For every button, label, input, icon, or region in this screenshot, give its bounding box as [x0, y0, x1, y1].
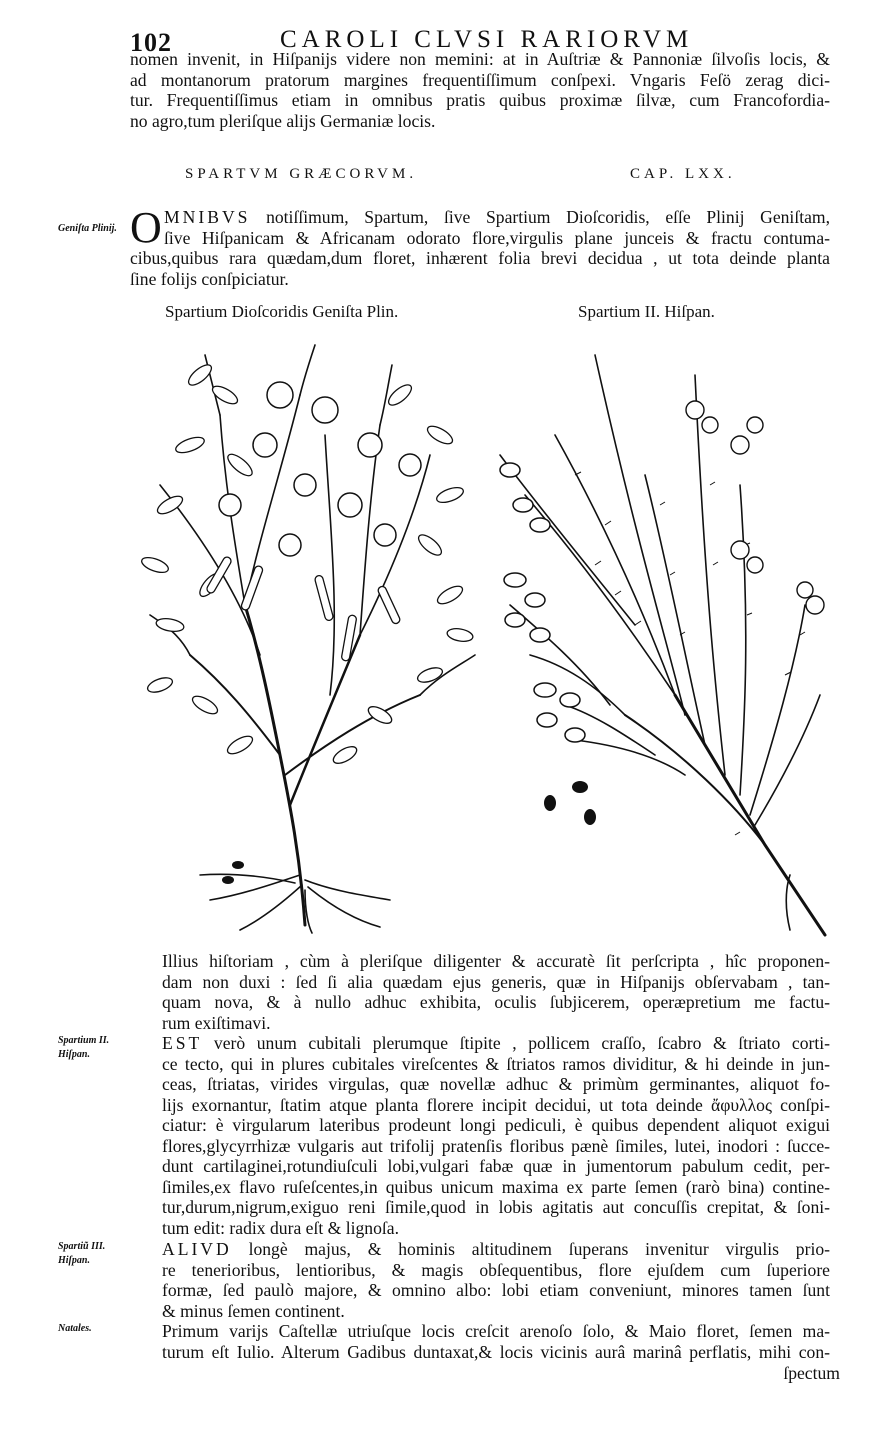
text-line: rum exiſtimavi. — [162, 1012, 271, 1033]
text-line: ſive Hiſpanicam & Africanam odorato flore,virgulis plane junceis & fractu contuma- — [164, 227, 830, 248]
text-line: dunt cartilaginei,rotundiuſculi lobi,vulgari fabæ quæ in jumentorum pabulum cedit, per- — [162, 1156, 830, 1176]
woodcut-genista-illustration — [130, 335, 480, 935]
intro-paragraph — [130, 49, 830, 131]
chapter-opening — [130, 203, 830, 289]
catchword: ſpectum — [783, 1363, 840, 1383]
chapter-title: SPARTVM GRÆCORVM. — [185, 166, 418, 182]
body-paragraph-3 — [162, 1239, 830, 1321]
text-line: nomen invenit, in Hiſpanijs videre non memini: at in Auſtriæ & Pannoniæ ſilvoſis locis, & — [130, 49, 830, 69]
text-line: tur,durum,nigrum,exiguo reni ſimile,quod in lobis agitatis aut concuſſis crepitat, & ſoni- — [162, 1197, 830, 1217]
text-line — [162, 1239, 830, 1260]
lead-word: MNIBVS — [164, 207, 251, 227]
text-line: ciatur: è virgularum lateribus prodeunt longi pediculi, è quibus dependent aliquot exigui — [162, 1115, 830, 1135]
text-line: & minus ſemen continent. — [162, 1300, 345, 1321]
text-line: quam nova, & à nullo adhuc exhibita, oculis ſubjicerem, operæpretium me factu- — [162, 992, 830, 1012]
body-paragraph-1 — [162, 951, 830, 1033]
margin-note-natales: Natales. — [58, 1323, 92, 1334]
text-line: ſimiles,ex flavo ruſeſcentes,in quibus unicum maxima ex parte ſemen (rarò bina) contine- — [162, 1176, 830, 1197]
lead-word: ALIVD — [162, 1239, 232, 1259]
text-line: formæ, ſed paulò majore, & omnino albo: lobi etiam conveniunt, minores tamen ſunt — [162, 1280, 830, 1300]
text-line: ceas, ſtriatas, virides virgulas, quæ novellæ adhuc & primùm germinantes, aliquot fo- — [162, 1074, 830, 1094]
text-line: re tenerioribus, lentioribus, & magis obſequentibus, flore ejuſdem cum ſuperiore — [162, 1259, 830, 1280]
figure-caption-left: Spartium Dioſcoridis Geniſta Plin. — [165, 302, 399, 321]
chapter-number: CAP. LXX. — [630, 166, 736, 182]
text-line: dam non duxi : ſed ſi alia quædam ejus generis, quæ in Hiſpanijs obſervabam , tan- — [162, 971, 830, 992]
text-line: lijs exornantur, ſtatim atque planta florere incipit decidui, ut tota deinde ἄφυλλος conſpi- — [162, 1094, 830, 1115]
line-rest: verò unum cubitali plerumque ſtipite , pollicem craſſo, ſcabro & ſtriato corti- — [213, 1033, 831, 1053]
first-line-rest: notiſſimum, Spartum, ſive Spartium Dioſcoridis, eſſe Plinij Geniſtam, — [266, 207, 830, 227]
line-rest: longè majus, & hominis altitudinem ſuperans invenitur virgulis prio- — [248, 1239, 831, 1259]
figure-caption-right: Spartium II. Hiſpan. — [578, 302, 715, 321]
text-line — [130, 207, 830, 228]
running-title: CAROLI CLVSI RARIORVM — [280, 26, 694, 53]
margin-note-spartium-ii: Spartium II. Hiſpan. — [58, 1035, 110, 1060]
woodcut-spartium-illustration — [485, 335, 835, 945]
text-line: no agro,tum pleriſque alijs Germaniæ locis. — [130, 110, 436, 131]
spartium-plant-drawing — [485, 335, 835, 945]
text-line: tum edit: radix dura eſt & lignoſa. — [162, 1217, 399, 1238]
text-line: cibus,quibus rara quædam,dum floret, inhærent folia brevi decidua , ut tota deinde planta — [130, 248, 830, 268]
text-line: turum eſt Iulio. Alterum Gadibus duntaxat,& locis vicinis aurâ marinâ perflatis, mihi con- — [162, 1341, 830, 1362]
text-line: ce tecto, qui in plures cubitales vireſcentes & ſtriatos ramos dividitur, & hi deinde in jun- — [162, 1053, 830, 1074]
page-number: 102 — [130, 28, 172, 57]
text-line: tur. Frequentiſſimus etiam in omnibus pratis quibus proximæ ſilvæ, cum Francofordia- — [130, 90, 830, 110]
margin-note-spartium-iii: Spartiũ III. Hiſpan. — [58, 1241, 106, 1266]
text-line: Illius hiſtoriam , cùm à pleriſque diligenter & accuratè ſit perſcripta , hîc proponen- — [162, 951, 830, 971]
body-paragraph-4 — [162, 1321, 830, 1362]
lead-word: EST — [162, 1033, 203, 1053]
body-paragraph-2 — [162, 1033, 830, 1238]
text-line: ad montanorum pratorum margines frequentiſſimum conſpexi. Vngaris Feſö zerag dici- — [130, 69, 830, 90]
genista-plant-drawing — [130, 335, 480, 935]
text-line — [162, 1033, 830, 1054]
text-line: ſine folijs conſpiciatur. — [130, 268, 289, 289]
margin-note-genista: Geniſta Plinij. — [58, 223, 117, 234]
drop-cap: O — [130, 203, 162, 252]
text-line: Primum varijs Caſtellæ utriuſque locis creſcit arenoſo ſolo, & Maio floret, ſemen ma- — [162, 1321, 830, 1341]
text-line: flores,glycyrrhizæ vulgaris aut trifolij pratenſis floribus pænè ſimiles, lutei, inodori : ſucce- — [162, 1135, 830, 1156]
